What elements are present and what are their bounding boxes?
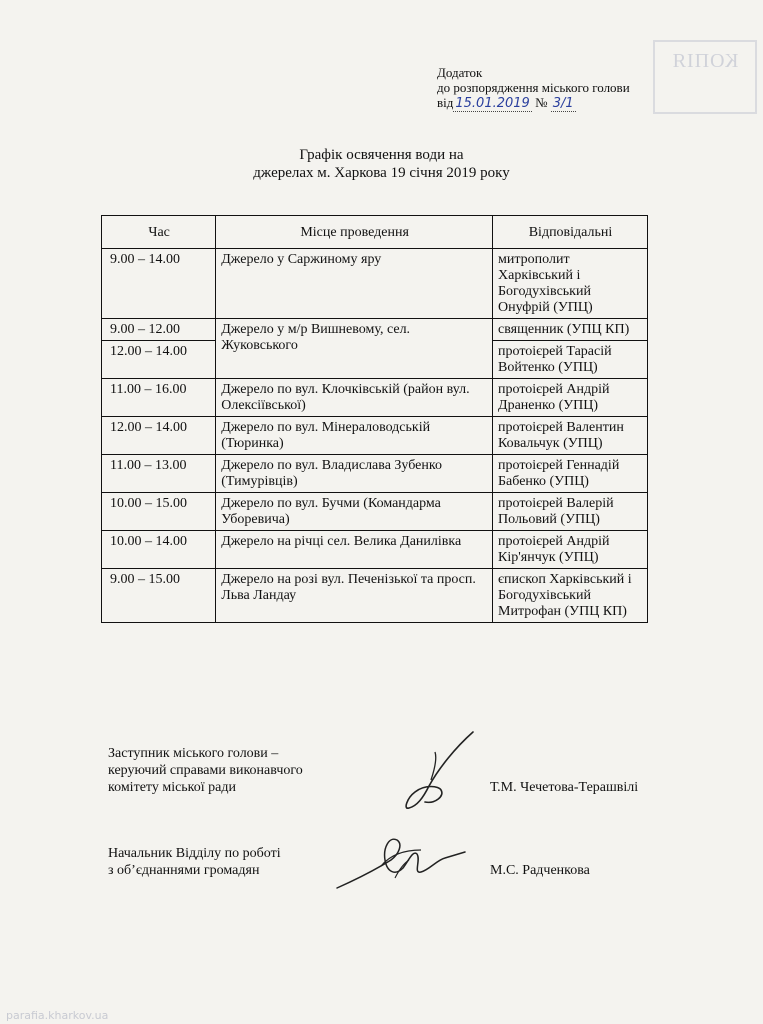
place-cell: Джерело по вул. Клочківській (район вул. Олексіївської) xyxy=(216,379,493,417)
table-row xyxy=(102,417,648,455)
number-prefix: № xyxy=(535,95,548,110)
responsible-cell: протоієрей Валентин Ковальчук (УПЦ) xyxy=(493,417,648,455)
title-line-1: Графік освячення води на xyxy=(299,147,464,163)
time-cell: 11.00 – 13.00 xyxy=(102,455,216,493)
signatory-title-2 xyxy=(108,845,281,879)
signatory-title-line: комітету міської ради xyxy=(108,780,236,795)
date-prefix: від xyxy=(437,95,454,110)
place-cell: Джерело на розі вул. Печенізької та просп. Льва Ландау xyxy=(216,569,493,623)
table-row xyxy=(102,569,648,623)
place-cell: Джерело по вул. Мінераловодській (Тюринка) xyxy=(216,417,493,455)
table-row xyxy=(102,249,648,319)
time-cell: 10.00 – 15.00 xyxy=(102,493,216,531)
responsible-cell: митрополит Харківський і Богодухівський Онуфрій (УПЦ) xyxy=(493,249,648,319)
ghost-stamp: КОПІЯ xyxy=(653,40,757,114)
table-row xyxy=(102,531,648,569)
place-cell: Джерело по вул. Бучми (Командарма Уборевича) xyxy=(216,493,493,531)
signatory-title-line: з об’єднаннями громадян xyxy=(108,863,260,878)
site-watermark: parafia.kharkov.ua xyxy=(6,1009,109,1022)
responsible-cell: протоієрей Валерій Польовий (УПЦ) xyxy=(493,493,648,531)
time-cell: 10.00 – 14.00 xyxy=(102,531,216,569)
responsible-cell: протоієрей Андрій Драненко (УПЦ) xyxy=(493,379,648,417)
appendix-order-ref: до розпорядження міського голови xyxy=(437,80,630,95)
signatory-title-1 xyxy=(108,745,303,796)
schedule-table xyxy=(101,215,648,623)
appendix-label: Додаток xyxy=(437,65,483,80)
column-header-responsible: Відповідальні xyxy=(493,216,648,249)
table-header-row xyxy=(102,216,648,249)
responsible-cell: протоієрей Андрій Кір'янчук (УПЦ) xyxy=(493,531,648,569)
time-cell: 9.00 – 15.00 xyxy=(102,569,216,623)
signatory-title-line: Заступник міського голови – xyxy=(108,746,279,761)
signatory-title-line: Начальник Відділу по роботі xyxy=(108,846,281,861)
column-header-time: Час xyxy=(102,216,216,249)
title-line-2: джерелах м. Харкова 19 січня 2019 року xyxy=(253,165,510,181)
time-cell: 9.00 – 12.00 xyxy=(102,319,216,341)
table-row xyxy=(102,455,648,493)
table-row xyxy=(102,319,648,341)
table-row xyxy=(102,379,648,417)
appendix-header xyxy=(437,65,630,111)
table-row xyxy=(102,493,648,531)
time-cell: 9.00 – 14.00 xyxy=(102,249,216,319)
time-cell: 12.00 – 14.00 xyxy=(102,341,216,379)
place-cell: Джерело по вул. Владислава Зубенко (Тимурівців) xyxy=(216,455,493,493)
handwritten-signature-1 xyxy=(395,728,485,813)
document-title xyxy=(0,146,763,182)
signatory-name-2: М.С. Радченкова xyxy=(490,863,590,878)
appendix-date-line xyxy=(437,95,630,111)
responsible-cell: протоієрей Геннадій Бабенко (УПЦ) xyxy=(493,455,648,493)
place-cell: Джерело у Саржиному яру xyxy=(216,249,493,319)
handwritten-date: 15.01.2019 xyxy=(455,96,530,111)
time-cell: 12.00 – 14.00 xyxy=(102,417,216,455)
responsible-cell: священник (УПЦ КП) xyxy=(493,319,648,341)
handwritten-signature-2 xyxy=(325,830,470,900)
signatory-title-line: керуючий справами виконавчого xyxy=(108,763,303,778)
responsible-cell: протоієрей Тарасій Войтенко (УПЦ) xyxy=(493,341,648,379)
place-cell: Джерело на річці сел. Велика Данилівка xyxy=(216,531,493,569)
responsible-cell: єпископ Харківський і Богодухівський Митрофан (УПЦ КП) xyxy=(493,569,648,623)
handwritten-number: 3/1 xyxy=(552,96,574,111)
column-header-place: Місце проведення xyxy=(216,216,493,249)
time-cell: 11.00 – 16.00 xyxy=(102,379,216,417)
place-cell: Джерело у м/р Вишневому, сел. Жуковського xyxy=(216,319,493,379)
signatory-name-1: Т.М. Чечетова-Терашвілі xyxy=(490,780,639,795)
